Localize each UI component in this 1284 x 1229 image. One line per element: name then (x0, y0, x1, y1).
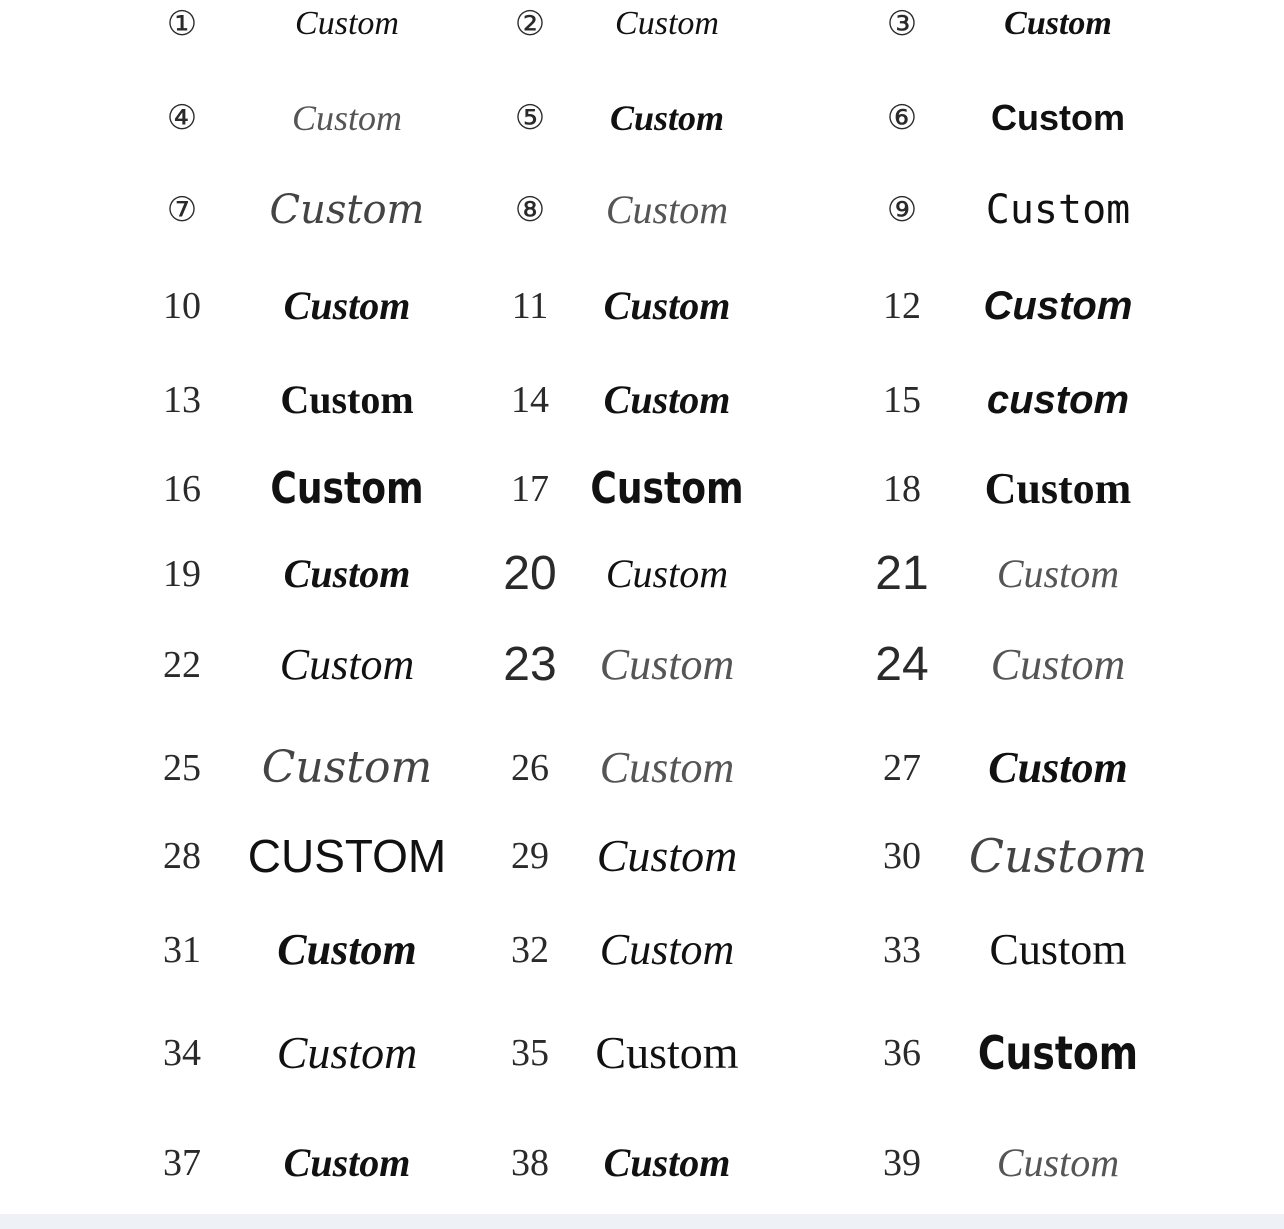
font-sample: Custom (596, 830, 738, 881)
font-sample: Custom (590, 463, 744, 514)
font-sample: Custom (283, 1140, 411, 1185)
font-sample: custom (986, 378, 1130, 422)
font-number: ② (514, 4, 546, 44)
font-sample: Custom (276, 1027, 418, 1078)
font-number: ⑦ (166, 190, 198, 230)
font-sample: CUSTOM (247, 830, 447, 882)
font-sample: Custom (609, 98, 725, 138)
font-sample: Custom (988, 743, 1128, 792)
font-sample: Custom (996, 551, 1120, 596)
font-number: 12 (883, 285, 921, 327)
font-sample: Custom (605, 187, 729, 232)
font-sample: Custom (983, 284, 1133, 328)
font-sample: Custom (605, 551, 729, 596)
font-number: 20 (503, 547, 557, 600)
font-number: ⑨ (886, 190, 918, 230)
font-sample: Custom (996, 1140, 1120, 1185)
font-number: 26 (511, 747, 549, 789)
font-number: ⑥ (886, 98, 918, 138)
font-number: ⑤ (514, 98, 546, 138)
font-number: 13 (163, 379, 201, 421)
font-sample: Custom (595, 1027, 739, 1078)
font-sample: Custom (283, 551, 411, 596)
font-number: 37 (163, 1142, 201, 1184)
font-number: 27 (883, 747, 921, 789)
font-sample: Custom (984, 464, 1132, 513)
font-number: 21 (875, 547, 929, 600)
font-sample: Custom (283, 283, 411, 328)
font-number: ① (166, 4, 198, 44)
font-number: 34 (163, 1032, 201, 1074)
font-number: 11 (511, 285, 549, 327)
font-sample: Custom (270, 463, 424, 514)
font-sample: Custom (989, 925, 1127, 974)
font-number: 31 (163, 929, 201, 971)
font-number: 15 (883, 379, 921, 421)
font-number: 29 (511, 835, 549, 877)
font-sample: Custom (603, 1140, 731, 1185)
font-number: 38 (511, 1142, 549, 1184)
font-sample: Custom (991, 97, 1125, 138)
font-sample: Custom (985, 187, 1131, 233)
font-sample: Custom (615, 5, 719, 42)
font-number: ③ (886, 4, 918, 44)
font-number: 28 (163, 835, 201, 877)
font-sample: Custom (599, 743, 735, 792)
font-sample: Custom (291, 98, 403, 138)
font-sample: Custom (277, 925, 417, 974)
font-number: 23 (503, 638, 557, 691)
font-sample: Custom (295, 5, 399, 42)
font-sample: Custom (269, 187, 425, 233)
font-number: 19 (163, 553, 201, 595)
font-number: 18 (883, 468, 921, 510)
font-number: 35 (511, 1032, 549, 1074)
bottom-strip (0, 1214, 1284, 1229)
font-number: ④ (166, 98, 198, 138)
font-sample: Custom (977, 1026, 1139, 1080)
font-number: 17 (511, 468, 549, 510)
font-number: 39 (883, 1142, 921, 1184)
font-sample: Custom (603, 283, 731, 328)
font-number: 25 (163, 747, 201, 789)
font-number: 16 (163, 468, 201, 510)
font-number: 30 (883, 835, 921, 877)
font-sample: Custom (990, 640, 1126, 689)
font-number: 36 (883, 1032, 921, 1074)
font-sample: Custom (968, 829, 1148, 883)
font-number: 24 (875, 638, 929, 691)
font-sample: Custom (1004, 5, 1112, 42)
font-number: 14 (511, 379, 549, 421)
font-sample: Custom (280, 377, 414, 422)
font-sample: Custom (279, 640, 415, 689)
font-number: 33 (883, 929, 921, 971)
font-sample: Custom (603, 377, 731, 422)
font-sample: Custom (261, 742, 433, 793)
font-number: 22 (163, 644, 201, 686)
font-number: 10 (163, 285, 201, 327)
font-number: ⑧ (514, 190, 546, 230)
font-number: 32 (511, 929, 549, 971)
font-sample: Custom (599, 640, 735, 689)
font-sample: Custom (599, 925, 735, 974)
